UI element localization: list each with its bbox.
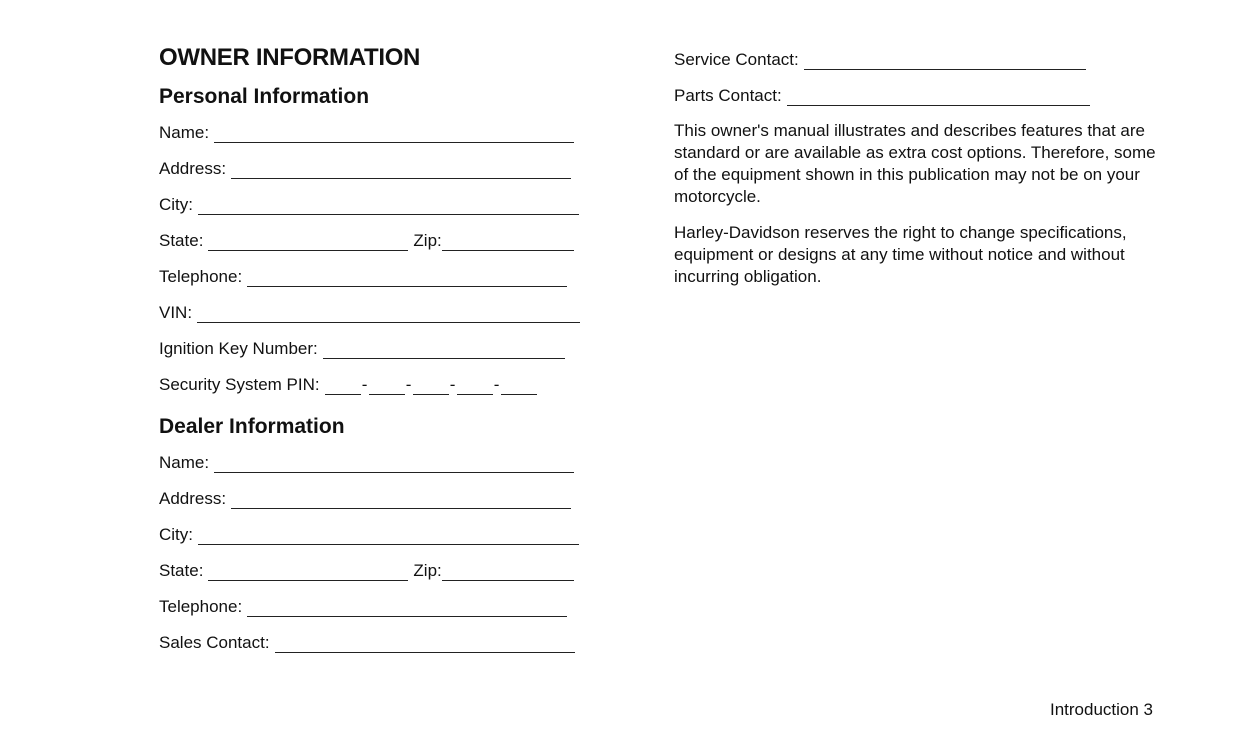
personal-state-label: State: — [159, 231, 204, 250]
pin-separator: - — [405, 375, 412, 394]
dealer-info-heading: Dealer Information — [159, 415, 345, 438]
pin-digit-5[interactable] — [501, 378, 537, 395]
personal-city-line[interactable] — [198, 198, 579, 215]
dealer-sales-contact-label: Sales Contact: — [159, 633, 270, 652]
dealer-city-line[interactable] — [198, 528, 579, 545]
personal-name-line[interactable] — [214, 126, 574, 143]
dealer-city-label: City: — [159, 525, 193, 544]
pin-separator: - — [361, 375, 368, 394]
pin-digit-1[interactable] — [325, 378, 361, 395]
dealer-state-label: State: — [159, 561, 204, 580]
personal-zip-line[interactable] — [442, 234, 574, 251]
personal-name-field[interactable] — [159, 121, 589, 143]
personal-state-zip-field[interactable] — [159, 229, 589, 251]
personal-vin-field[interactable] — [159, 301, 589, 323]
page-title: OWNER INFORMATION — [159, 44, 421, 71]
service-contact-line[interactable] — [804, 53, 1086, 70]
right-column — [674, 48, 1158, 288]
personal-telephone-field[interactable] — [159, 265, 589, 287]
dealer-address-line[interactable] — [231, 492, 571, 509]
dealer-zip-line[interactable] — [442, 564, 574, 581]
personal-zip-label: Zip: — [413, 231, 442, 250]
dealer-state-line[interactable] — [208, 564, 408, 581]
personal-city-field[interactable] — [159, 193, 589, 215]
personal-vin-line[interactable] — [197, 306, 580, 323]
dealer-sales-contact-field[interactable] — [159, 631, 589, 653]
dealer-address-label: Address: — [159, 489, 227, 508]
dealer-state-zip-field[interactable] — [159, 559, 589, 581]
service-contact-label: Service Contact: — [674, 50, 799, 69]
pin-separator: - — [449, 375, 456, 394]
personal-address-line[interactable] — [231, 162, 571, 179]
pin-digit-2[interactable] — [369, 378, 405, 395]
personal-address-field[interactable] — [159, 157, 589, 179]
personal-security-pin-label: Security System PIN: — [159, 375, 320, 394]
personal-vin-label: VIN: — [159, 303, 193, 322]
equipment-disclaimer-paragraph: This owner's manual illustrates and describes features that are standard or are available as extra cost options. Therefore, some of the equipment shown in this publication may not be on your motorcycle. — [674, 121, 1156, 206]
pin-digit-3[interactable] — [413, 378, 449, 395]
personal-ignition-key-label: Ignition Key Number: — [159, 339, 318, 358]
dealer-name-field[interactable] — [159, 451, 589, 473]
personal-security-pin-field[interactable] — [159, 373, 589, 395]
service-contact-field[interactable] — [674, 48, 1158, 70]
dealer-address-field[interactable] — [159, 487, 589, 509]
personal-address-label: Address: — [159, 159, 227, 178]
dealer-sales-contact-line[interactable] — [275, 636, 575, 653]
dealer-city-field[interactable] — [159, 523, 589, 545]
personal-info-heading: Personal Information — [159, 85, 370, 108]
personal-state-line[interactable] — [208, 234, 408, 251]
personal-ignition-key-field[interactable] — [159, 337, 589, 359]
dealer-name-label: Name: — [159, 453, 210, 472]
parts-contact-label: Parts Contact: — [674, 86, 782, 105]
page-footer: Introduction 3 — [1049, 700, 1153, 719]
personal-telephone-line[interactable] — [247, 270, 567, 287]
dealer-telephone-line[interactable] — [247, 600, 567, 617]
dealer-telephone-label: Telephone: — [159, 597, 243, 616]
personal-telephone-label: Telephone: — [159, 267, 243, 286]
parts-contact-field[interactable] — [674, 84, 1158, 106]
personal-name-label: Name: — [159, 123, 210, 142]
personal-ignition-key-line[interactable] — [323, 342, 565, 359]
dealer-zip-label: Zip: — [413, 561, 442, 580]
pin-entry[interactable] — [325, 375, 537, 395]
personal-city-label: City: — [159, 195, 193, 214]
dealer-name-line[interactable] — [214, 456, 574, 473]
pin-separator: - — [493, 375, 500, 394]
left-column — [159, 44, 589, 653]
specifications-disclaimer-paragraph: Harley-Davidson reserves the right to change specifications, equipment or designs at any time without notice and without incurring obligation. — [674, 223, 1127, 286]
dealer-telephone-field[interactable] — [159, 595, 589, 617]
pin-digit-4[interactable] — [457, 378, 493, 395]
parts-contact-line[interactable] — [787, 89, 1090, 106]
